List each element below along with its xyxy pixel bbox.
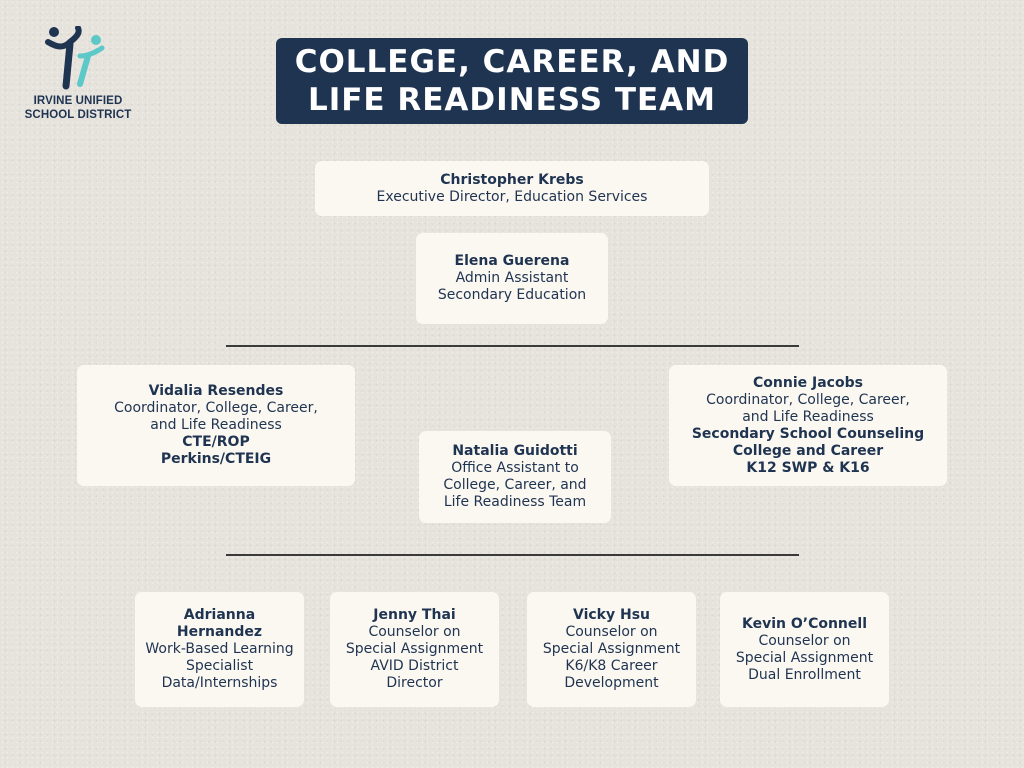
card-kevin-oconnell [720, 592, 889, 707]
card-vicky-hsu [527, 592, 696, 707]
person-name: Adrianna Hernandez [176, 607, 263, 640]
person-name: Elena Guerena [454, 253, 570, 269]
person-role: Special Assignment [345, 641, 484, 657]
person-role: Coordinator, College, Career, [114, 400, 318, 416]
person-program: Perkins/CTEIG [160, 451, 272, 467]
district-logo-text [18, 94, 138, 122]
person-role: Dual Enrollment [748, 666, 861, 683]
person-name: Vicky Hsu [572, 607, 650, 623]
person-role: Executive Director, Education Services [376, 188, 648, 205]
card-connie-jacobs [669, 365, 947, 486]
person-role: Counselor on [565, 624, 658, 640]
card-jenny-thai [330, 592, 499, 707]
divider-bottom [226, 554, 799, 556]
title-line-2: LIFE READINESS TEAM [307, 82, 717, 118]
person-role: and Life Readiness [150, 417, 282, 433]
card-vidalia-resendes [77, 365, 355, 486]
person-role: Counselor on [758, 632, 851, 649]
person-program: K12 SWP & K16 [746, 459, 870, 476]
district-logo-icon [44, 26, 112, 90]
person-role: Counselor on [368, 624, 461, 640]
person-program: CTE/ROP [182, 434, 250, 450]
person-role: Data/Internships [161, 675, 278, 691]
person-name: Connie Jacobs [753, 374, 863, 391]
logo-line-1: IRVINE UNIFIED [33, 95, 123, 107]
person-role: Office Assistant to [451, 460, 579, 476]
card-natalia-guidotti [419, 431, 611, 523]
logo-line-2: SCHOOL DISTRICT [24, 109, 132, 121]
card-christopher-krebs [315, 161, 709, 216]
person-program: College and Career [732, 442, 884, 459]
person-role: Work-Based Learning [145, 641, 294, 657]
person-role: and Life Readiness [742, 408, 874, 425]
person-name: Natalia Guidotti [452, 443, 578, 459]
card-elena-guerena [416, 233, 608, 324]
person-role: K6/K8 Career [565, 658, 658, 674]
person-role: Development [564, 675, 659, 691]
person-role: Specialist [185, 658, 254, 674]
person-program: Secondary School Counseling [691, 425, 925, 442]
person-name: Kevin O’Connell [741, 615, 867, 632]
person-role: Secondary Education [437, 287, 587, 303]
divider-top [226, 345, 799, 347]
card-adrianna-hernandez [135, 592, 304, 707]
person-role: Life Readiness Team [443, 494, 587, 510]
person-role: AVID District [370, 658, 459, 674]
person-role: Admin Assistant [455, 270, 569, 286]
person-role: Special Assignment [542, 641, 681, 657]
person-name: Christopher Krebs [440, 171, 584, 188]
person-role: Director [386, 675, 443, 691]
person-role: Special Assignment [735, 649, 874, 666]
person-role: College, Career, and [443, 477, 587, 493]
district-logo [18, 26, 138, 126]
person-role: Coordinator, College, Career, [706, 391, 910, 408]
person-name: Jenny Thai [373, 607, 456, 623]
title-line-1: COLLEGE, CAREER, AND [294, 44, 730, 80]
page-title [276, 38, 748, 124]
person-name: Vidalia Resendes [148, 383, 284, 399]
